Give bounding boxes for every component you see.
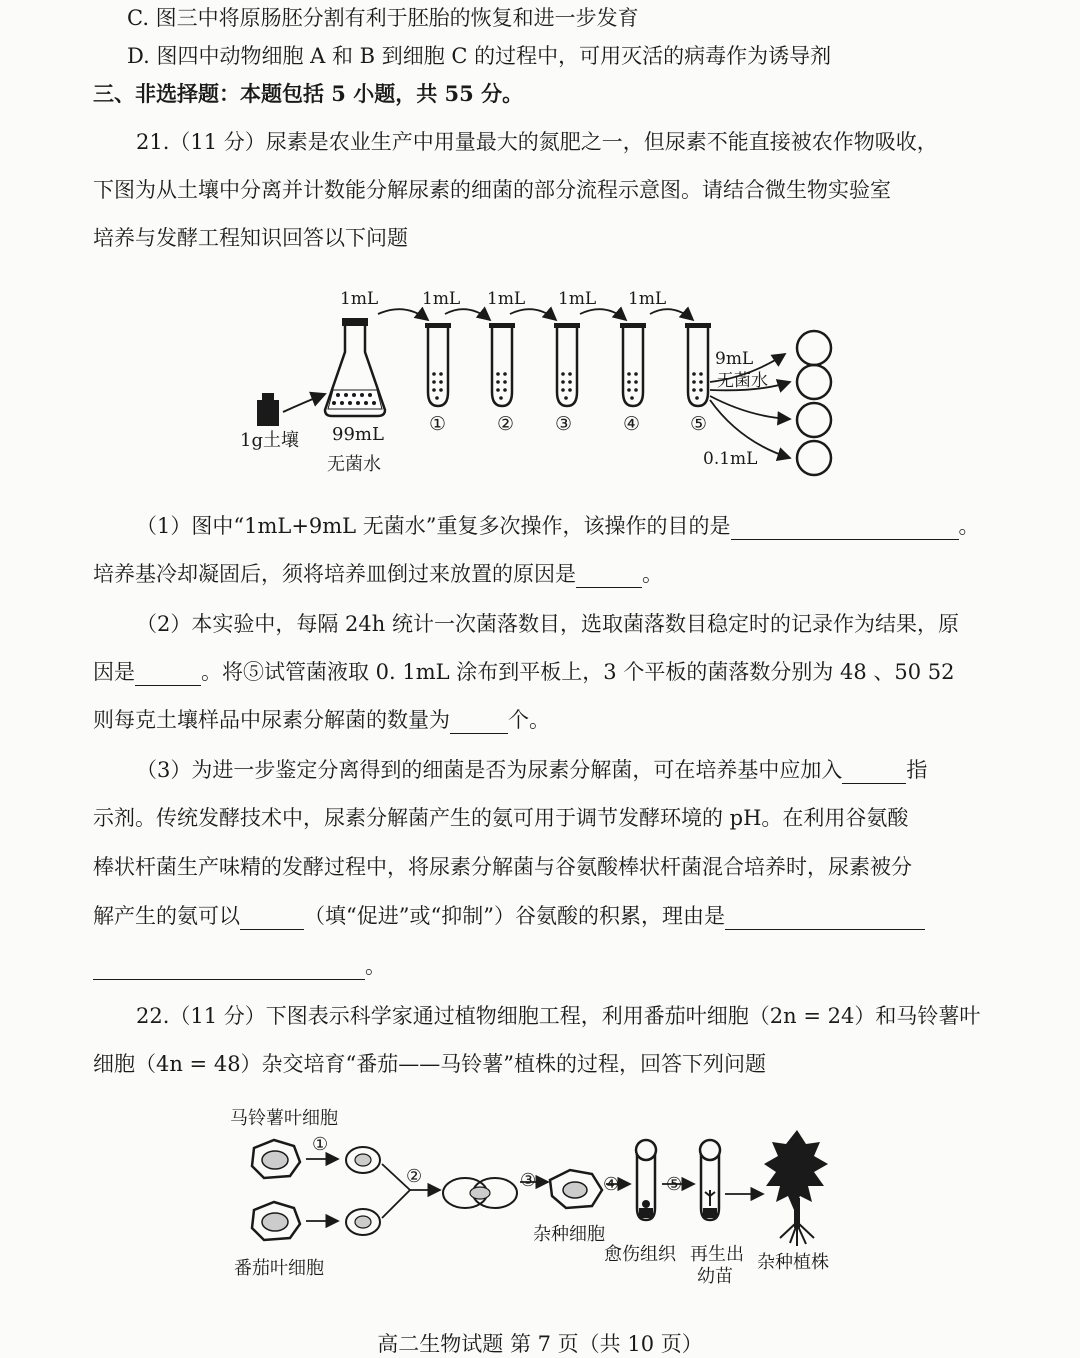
q21-intro-3: 培养与发酵工程知识回答以下问题 <box>93 226 408 250</box>
petri-plate-1 <box>797 331 831 365</box>
section-heading: 三、非选择题：本题包括 5 小题，共 55 分。 <box>93 81 524 106</box>
answer-blank-2[interactable] <box>576 565 642 588</box>
test-tube-2-icon <box>489 323 515 406</box>
q21-p3-line-d: 解产生的氨可以 （填“促进”或“抑制”）谷氨酸的积累，理由是 <box>93 902 1080 930</box>
q22-intro-2: 细胞（4n = 48）杂交培育“番茄——马铃薯”植株的过程，回答下列问题 <box>93 1052 767 1076</box>
seedling-label-2: 幼苗 <box>697 1266 733 1287</box>
water-volume-label: 9mL <box>715 349 754 369</box>
q21-p1-line-a: （1）图中“1mL+9mL 无菌水”重复多次操作，该操作的目的是 。 <box>136 514 980 538</box>
q21-intro-2: 下图为从土壤中分离并计数能分解尿素的细菌的部分流程示意图。请结合微生物实验室 <box>93 178 891 202</box>
dilution-diagram <box>230 282 850 482</box>
answer-blank-3[interactable] <box>135 663 201 686</box>
protoplast-1-icon <box>346 1147 380 1173</box>
q21-p3-line-e: 。 <box>93 952 1080 980</box>
step-4: ④ <box>603 1174 620 1195</box>
test-tube-4-icon <box>620 323 646 406</box>
answer-blank-4[interactable] <box>450 711 508 734</box>
potato-leaf-cell-icon <box>252 1140 300 1178</box>
tube-number-3: ③ <box>555 413 573 435</box>
q21-p2-line-b: 因是 。将⑤试管菌液取 0. 1mL 涂布到平板上，3 个平板的菌落数分别为 48 、50 52 <box>93 660 955 684</box>
petri-plate-4 <box>797 441 831 475</box>
petri-plate-3 <box>797 403 831 437</box>
callus-label: 愈伤组织 <box>604 1244 676 1265</box>
flask-water-label: 无菌水 <box>327 454 381 475</box>
q21-p3-line-c: 棒状杆菌生产味精的发酵过程中，将尿素分解菌与谷氨酸棒状杆菌混合培养时，尿素被分 <box>93 855 912 879</box>
hybrid-plant-icon <box>764 1130 828 1246</box>
hybridization-diagram <box>220 1098 870 1298</box>
q21-p1-line-b: 培养基冷却凝固后，须将培养皿倒过来放置的原因是 。 <box>93 562 663 586</box>
test-tube-5-icon <box>685 323 711 406</box>
step-5: ⑤ <box>666 1174 683 1195</box>
q21-intro-1: 21.（11 分）尿素是农业生产中用量最大的氮肥之一，但尿素不能直接被农作物吸收， <box>136 130 938 154</box>
step-3: ③ <box>520 1170 537 1191</box>
tomato-leaf-cell-icon <box>252 1202 300 1240</box>
answer-blank-1[interactable] <box>731 517 959 540</box>
tube-number-4: ④ <box>623 413 641 435</box>
answer-blank-7[interactable] <box>725 907 925 930</box>
option-c: C. 图三中将原肠胚分割有利于胚胎的恢复和进一步发育 <box>127 6 639 30</box>
seedling-label-1: 再生出 <box>690 1244 744 1265</box>
seedling-tube-icon <box>700 1140 720 1220</box>
tomato-cell-label: 番茄叶细胞 <box>234 1258 324 1279</box>
q22-intro-1: 22.（11 分）下图表示科学家通过植物细胞工程，利用番茄叶细胞（2n = 24）和马铃薯叶 <box>136 1004 981 1028</box>
soil-label: 1g土壤 <box>240 430 299 451</box>
flask-icon <box>325 318 385 416</box>
test-tube-3-icon <box>554 323 580 406</box>
petri-plate-2 <box>797 365 831 399</box>
step-1: ① <box>312 1134 329 1155</box>
q21-p3-line-b: 示剂。传统发酵技术中，尿素分解菌产生的氨可用于调节发酵环境的 pH。在利用谷氨酸 <box>93 806 909 830</box>
plating-volume-label: 0.1mL <box>703 449 758 469</box>
q21-p3-line-a: （3）为进一步鉴定分离得到的细菌是否为尿素分解菌，可在培养基中应加入 指 <box>136 758 928 782</box>
answer-blank-8[interactable] <box>93 957 365 980</box>
callus-tube-icon <box>636 1140 656 1220</box>
hybrid-cell-label: 杂种细胞 <box>533 1224 605 1245</box>
hybrid-plant-label: 杂种植株 <box>757 1252 829 1273</box>
transfer-label-1: 1mL <box>340 289 379 309</box>
transfer-label-4: 1mL <box>558 289 597 309</box>
q21-p2-line-a: （2）本实验中，每隔 24h 统计一次菌落数目，选取菌落数目稳定时的记录作为结果，原 <box>136 612 959 636</box>
answer-blank-5[interactable] <box>842 761 906 784</box>
page-footer: 高二生物试题 第 7 页（共 10 页） <box>377 1332 703 1356</box>
protoplast-2-icon <box>346 1209 380 1235</box>
potato-cell-label: 马铃薯叶细胞 <box>230 1108 338 1129</box>
tube-number-2: ② <box>497 413 515 435</box>
transfer-label-3: 1mL <box>487 289 526 309</box>
transfer-label-2: 1mL <box>422 289 461 309</box>
test-tube-1-icon <box>425 323 451 406</box>
hybrid-cell-icon <box>550 1170 602 1208</box>
water-label: 无菌水 <box>717 371 768 391</box>
option-d: D. 图四中动物细胞 A 和 B 到细胞 C 的过程中，可用灭活的病毒作为诱导剂 <box>127 44 832 68</box>
tube-number-5: ⑤ <box>690 413 708 435</box>
step-2: ② <box>406 1166 423 1187</box>
tube-number-1: ① <box>429 413 447 435</box>
fused-protoplast-icon <box>443 1178 517 1208</box>
q21-p2-line-c: 则每克土壤样品中尿素分解菌的数量为 个。 <box>93 708 550 732</box>
answer-blank-6[interactable] <box>240 907 304 930</box>
transfer-label-5: 1mL <box>628 289 667 309</box>
flask-volume-label: 99mL <box>332 424 384 445</box>
soil-container-icon <box>257 393 279 426</box>
